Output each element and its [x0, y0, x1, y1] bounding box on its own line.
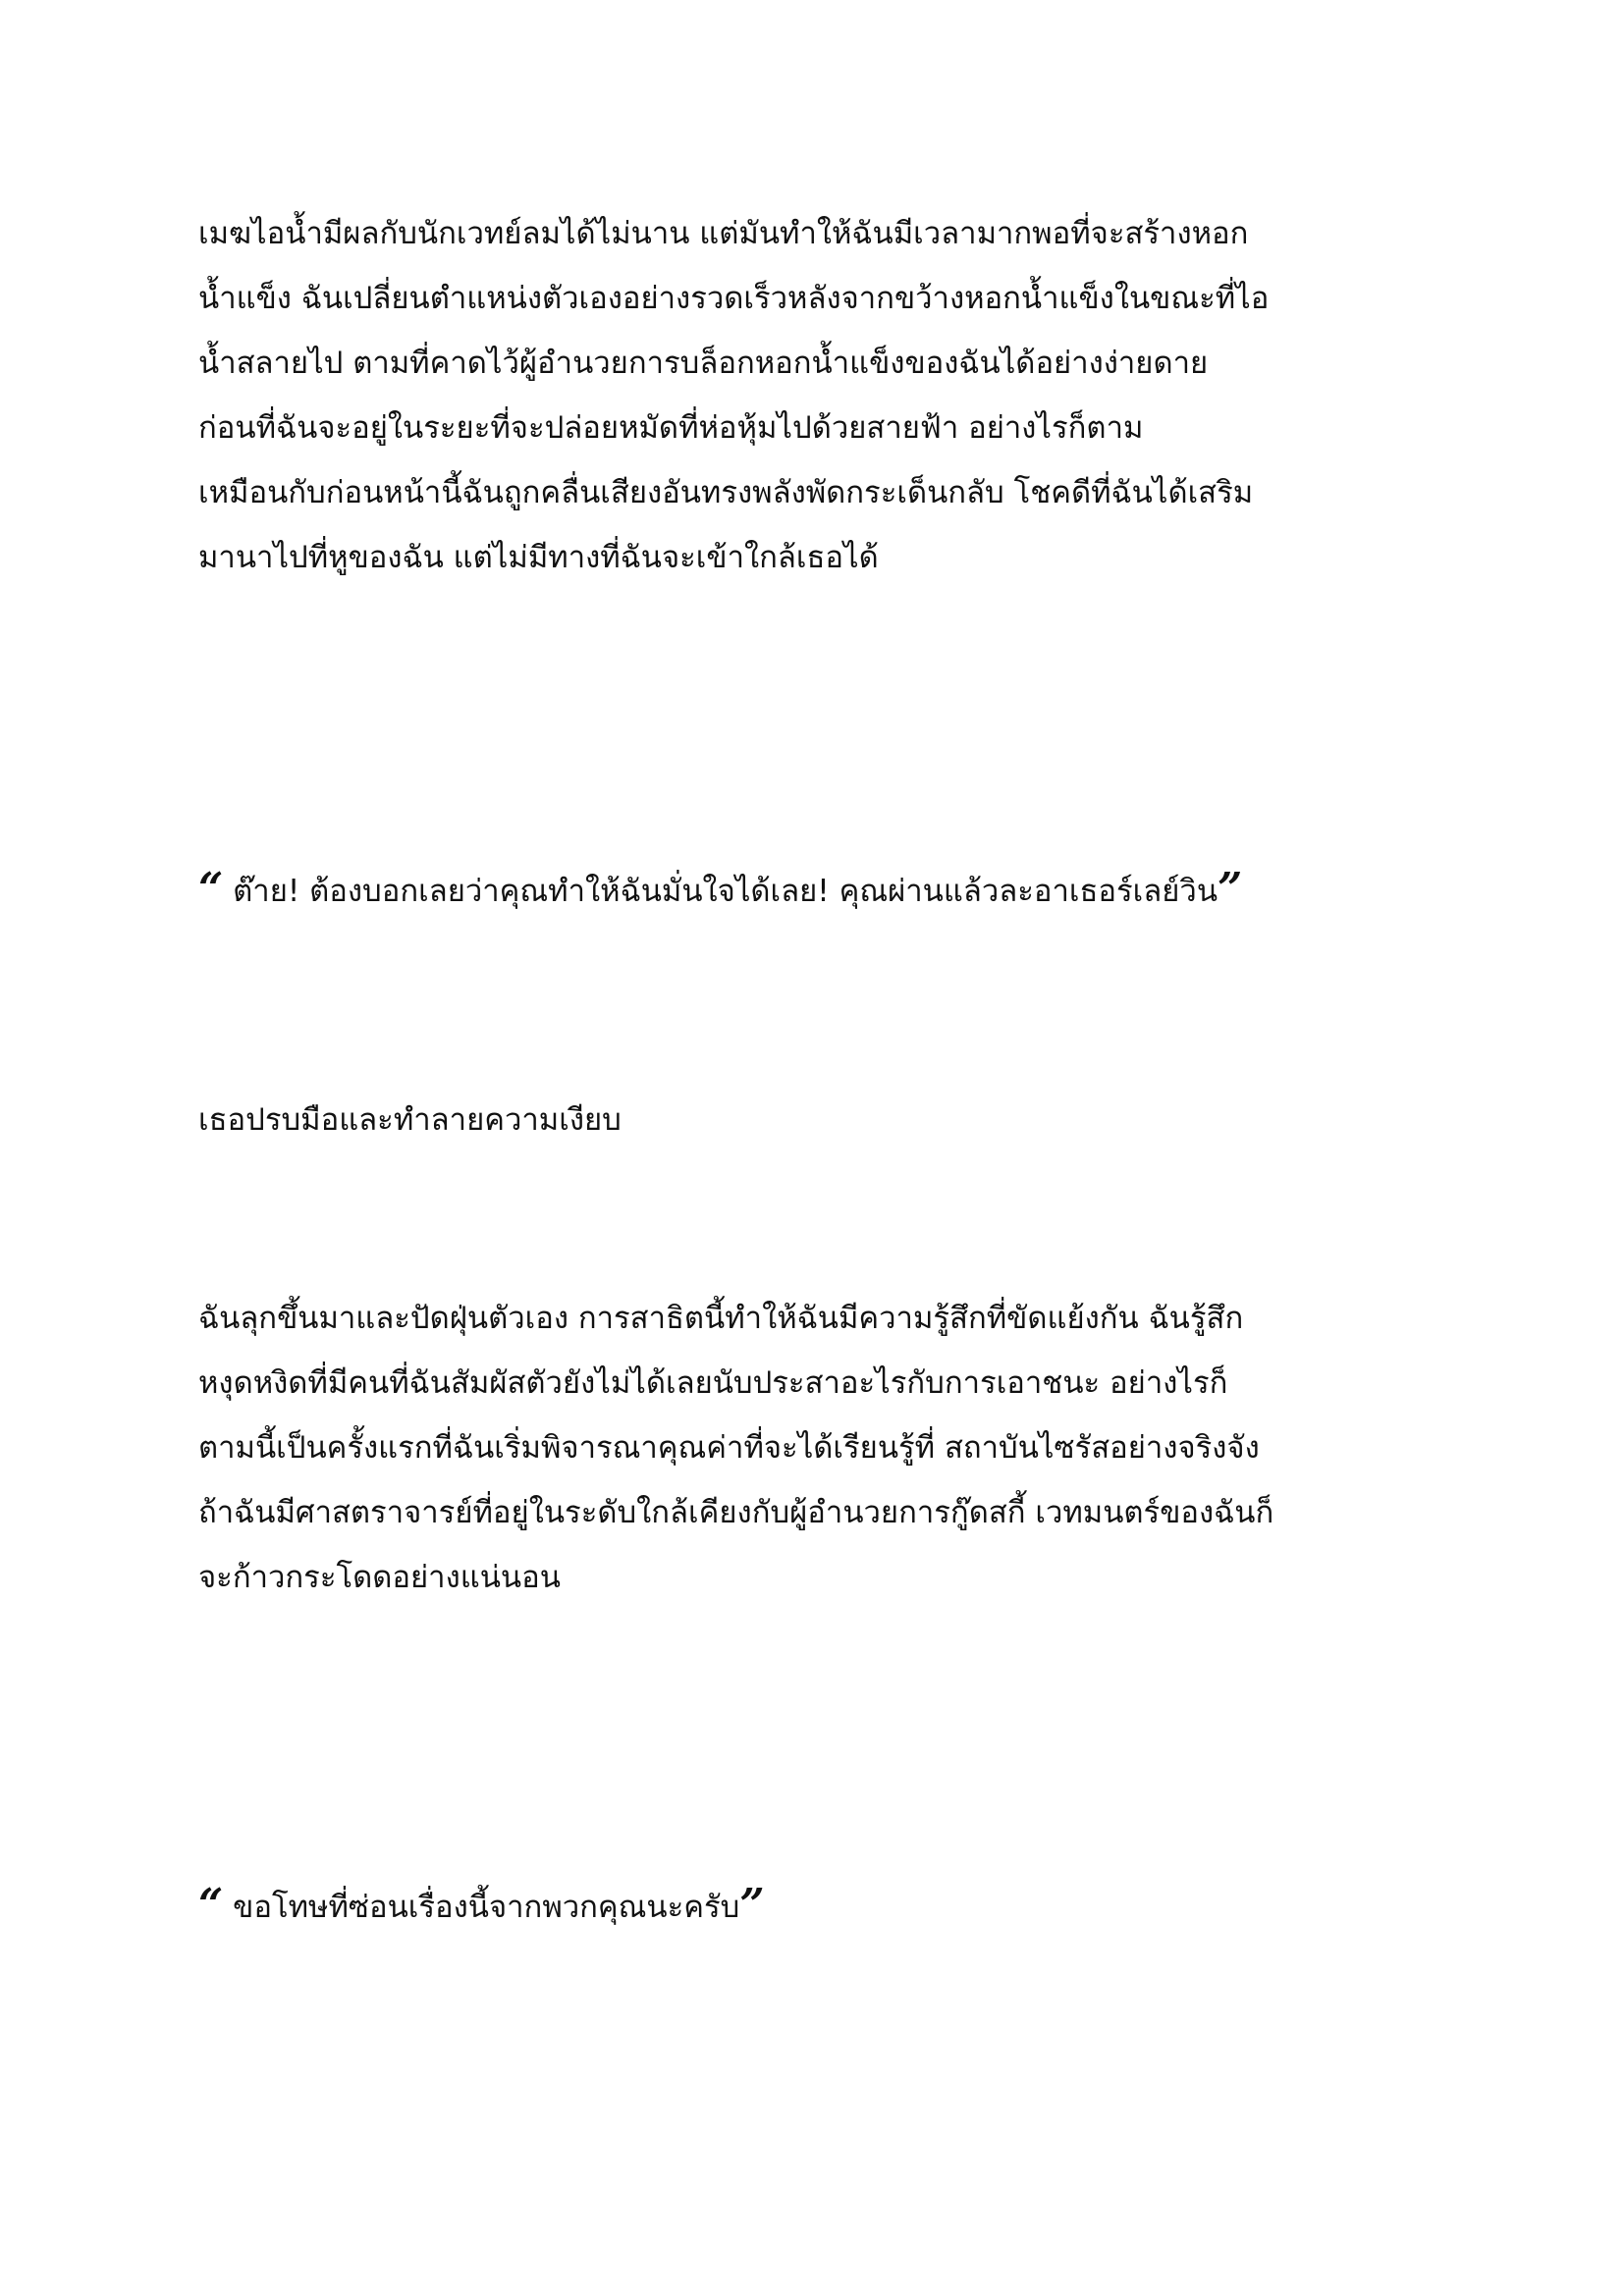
- open-quote-mark: “: [198, 864, 224, 914]
- close-quote-mark: ”: [1218, 864, 1243, 914]
- dialogue-line: [198, 857, 1475, 922]
- close-quote-mark: ”: [739, 1880, 765, 1930]
- paragraph-3: [198, 1286, 1475, 1610]
- text-line: ตามนี้เป็นครั้งแรกที่ฉันเริ่มพิจารณาคุณค่าที่จะได้เรียนรู้ที่ สถาบันไซรัสอย่างจริงจัง: [198, 1430, 1260, 1466]
- text-line: หงุดหงิดที่มีคนที่ฉันสัมผัสตัวยังไม่ได้เลยนับประสาอะไรกับการเอาชนะ อย่างไรก็: [198, 1365, 1228, 1401]
- text-line: เมฆไอน้ำมีผลกับนักเวทย์ลมได้ไม่นาน แต่มันทำให้ฉันมีเวลามากพอที่จะสร้างหอก: [198, 216, 1249, 251]
- dialogue-line: [198, 1873, 1475, 1938]
- dialogue-quote-1: [198, 857, 1475, 922]
- text-line: เธอปรบมือและทำลายความเงียบ: [198, 1102, 622, 1138]
- text-line: เหมือนกับก่อนหน้านี้ฉันถูกคลื่นเสียงอันทรงพลังพัดกระเด็นกลับ โชคดีที่ฉันได้เสริม: [198, 475, 1254, 510]
- text-line: ถ้าฉันมีศาสตราจารย์ที่อยู่ในระดับใกล้เคียงกับผู้อำนวยการกู๊ดสกี้ เวทมนตร์ของฉันก็: [198, 1495, 1274, 1530]
- text-line: น้ำสลายไป ตามที่คาดไว้ผู้อำนวยการบล็อกหอกน้ำแข็งของฉันได้อย่างง่ายดาย: [198, 346, 1209, 381]
- dialogue-quote-2: [198, 1873, 1475, 1938]
- open-quote-mark: “: [198, 1880, 224, 1930]
- paragraph-2: [198, 1088, 1475, 1152]
- text-line: จะก้าวกระโดดอย่างแน่นอน: [198, 1560, 561, 1595]
- paragraph-1: [198, 201, 1475, 590]
- dialogue-text: ขอโทษที่ซ่อนเรื่องนี้จากพวกคุณนะครับ: [223, 1890, 740, 1925]
- text-line: ฉันลุกขึ้นมาและปัดฝุ่นตัวเอง การสาธิตนี้ทำให้ฉันมีความรู้สึกที่ขัดแย้งกัน ฉันรู้สึก: [198, 1301, 1244, 1336]
- text-line: ก่อนที่ฉันจะอยู่ในระยะที่จะปล่อยหมัดที่ห่อหุ้มไปด้วยสายฟ้า อย่างไรก็ตาม: [198, 410, 1144, 446]
- text-line: มานาไปที่หูของฉัน แต่ไม่มีทางที่ฉันจะเข้าใกล้เธอได้: [198, 540, 879, 575]
- dialogue-text: ต๊าย! ต้องบอกเลยว่าคุณทำให้ฉันมั่นใจได้เลย! คุณผ่านแล้วละอาเธอร์เลย์วิน: [223, 874, 1218, 909]
- text-line: น้ำแข็ง ฉันเปลี่ยนตำแหน่งตัวเองอย่างรวดเร็วหลังจากขว้างหอกน้ำแข็งในขณะที่ไอ: [198, 281, 1270, 316]
